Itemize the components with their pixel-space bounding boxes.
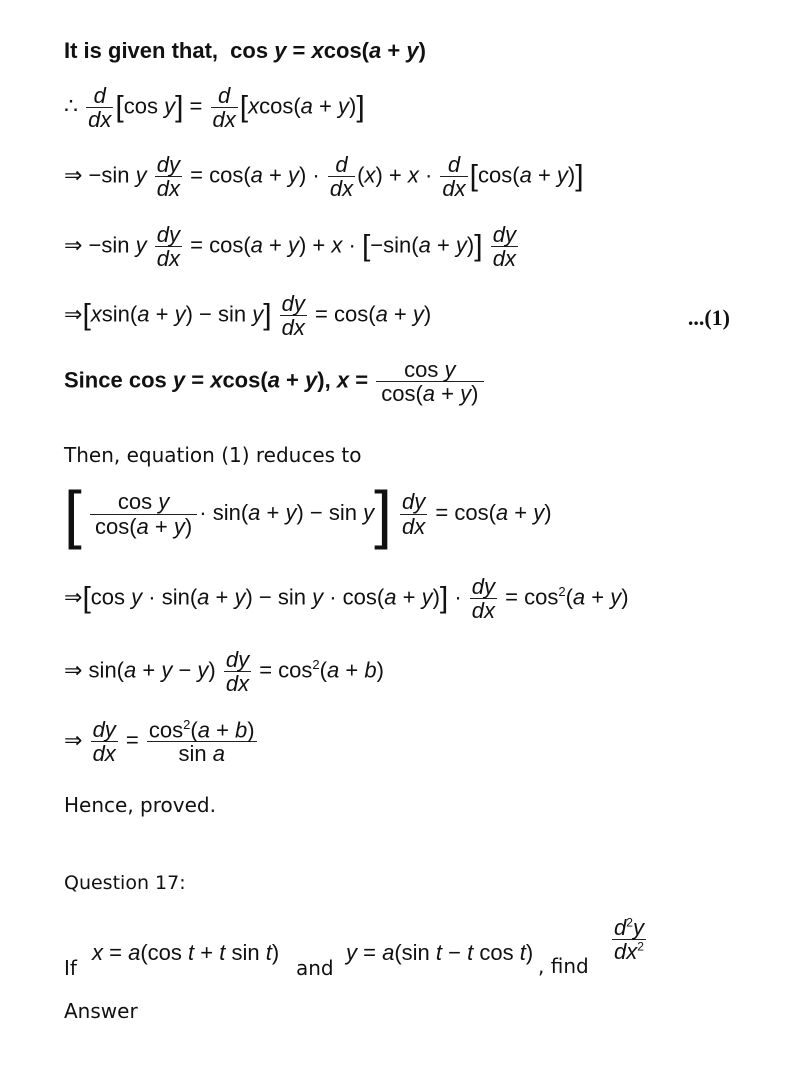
d-dx-fraction: $\frac{d}{dx}$ <box>212 83 236 133</box>
intro-text: It is given that, <box>64 38 219 63</box>
step-substitute: [ $\frac{\text{cos y}}{\cos(a + y)}$ · sin(a + y) − sin y] $\frac{dy}{dx}$ = cos(a + y) <box>64 478 552 550</box>
implies-arrow: ⇒ <box>64 162 83 188</box>
step-simplify: ⇒ sin(a + y − y) $\frac{dy}{dx}$ = $\cos^2(a + b)$ <box>64 647 384 697</box>
given-statement <box>64 38 426 64</box>
d-dx-fraction: $\frac{d}{dx}$ <box>442 152 466 202</box>
dy-dx-fraction: $\frac{dy}{dx}$ <box>92 717 116 767</box>
dy-dx-fraction: $\frac{dy}{dx}$ <box>471 574 496 624</box>
x-fraction: $\frac{\text{cos y}}{\cos(a + y)}$ <box>90 490 197 537</box>
given-equation: cos y = xcos(a + y) <box>230 38 426 63</box>
then-text: Then, equation (1) reduces to <box>64 443 362 467</box>
step-product-rule: ⇒ −sin y $\frac{dy}{dx}$ = cos(a + y) · $\frac{d}{dx}$ (x) + x · $\frac{d}{dx}$ [cos(a + y)] <box>64 152 584 202</box>
step-expand: ⇒ −sin y $\frac{dy}{dx}$ = cos(a + y) + x · [−sin(a + y)] $\frac{dy}{dx}$ <box>64 222 516 272</box>
therefore-symbol: ∴ <box>64 93 78 119</box>
implies-arrow: ⇒ <box>64 301 83 327</box>
implies-arrow: ⇒ <box>64 657 83 683</box>
d-dx-fraction: $\frac{d}{dx}$ <box>88 83 112 133</box>
dy-dx-fraction: $\frac{dy}{dx}$ <box>281 291 305 341</box>
implies-arrow: ⇒ <box>64 232 83 258</box>
dy-dx-fraction: $\frac{dy}{dx}$ <box>225 647 250 697</box>
result-fraction: $\frac{\cos^2(a + b)}{\text{sin a}}$ <box>148 717 255 767</box>
since-statement <box>64 358 486 405</box>
step-multiply: ⇒[cos y · sin(a + y) − sin y · cos(a + y)] · $\frac{dy}{dx}$ = $\cos^2(a + y)$ <box>64 574 629 624</box>
dy-dx-fraction: $\frac{dy}{dx}$ <box>156 152 181 202</box>
dy-dx-fraction: $\frac{dy}{dx}$ <box>492 222 516 272</box>
dy-dx-fraction: $\frac{dy}{dx}$ <box>156 222 181 272</box>
q-y-expression: y = a(sin t − t cos t) <box>346 940 534 965</box>
since-label: Since <box>64 367 123 393</box>
x-fraction: $\frac{\text{cos y}}{\cos(a + y)}$ <box>376 358 483 405</box>
equation-tag: ...(1) <box>687 305 730 330</box>
step-eq1: ⇒[xsin(a + y) − sin y] $\frac{dy}{dx}$ = cos(a + y) <box>64 291 432 341</box>
q-find: , find <box>538 954 589 978</box>
step-result: ⇒ $\frac{dy}{dx}$ = $\frac{\cos^2(a + b)}{\text{sin a}}$ <box>64 717 255 767</box>
hence-text: Hence, proved. <box>64 793 216 817</box>
d-dx-fraction: $\frac{d}{dx}$ <box>329 152 354 202</box>
q-x-expression: x = a(cos t + t sin t) <box>92 940 280 965</box>
second-derivative-fraction: $\frac{d^2y}{dx^2}$ <box>614 915 644 965</box>
implies-arrow: ⇒ <box>64 727 83 753</box>
q-and: and <box>296 956 334 980</box>
question-label: Question 17: <box>64 872 186 894</box>
implies-arrow: ⇒ <box>64 584 83 610</box>
step-differentiate: ∴ $\frac{d}{dx}$ [cos y] = $\frac{d}{dx}$ [xcos(a + y)] <box>64 83 365 133</box>
dy-dx-fraction: $\frac{dy}{dx}$ <box>402 489 426 539</box>
since-expression: cos y = xcos(a + y), x = <box>128 367 369 393</box>
q-if: If <box>64 956 77 980</box>
answer-label: Answer <box>64 999 138 1023</box>
